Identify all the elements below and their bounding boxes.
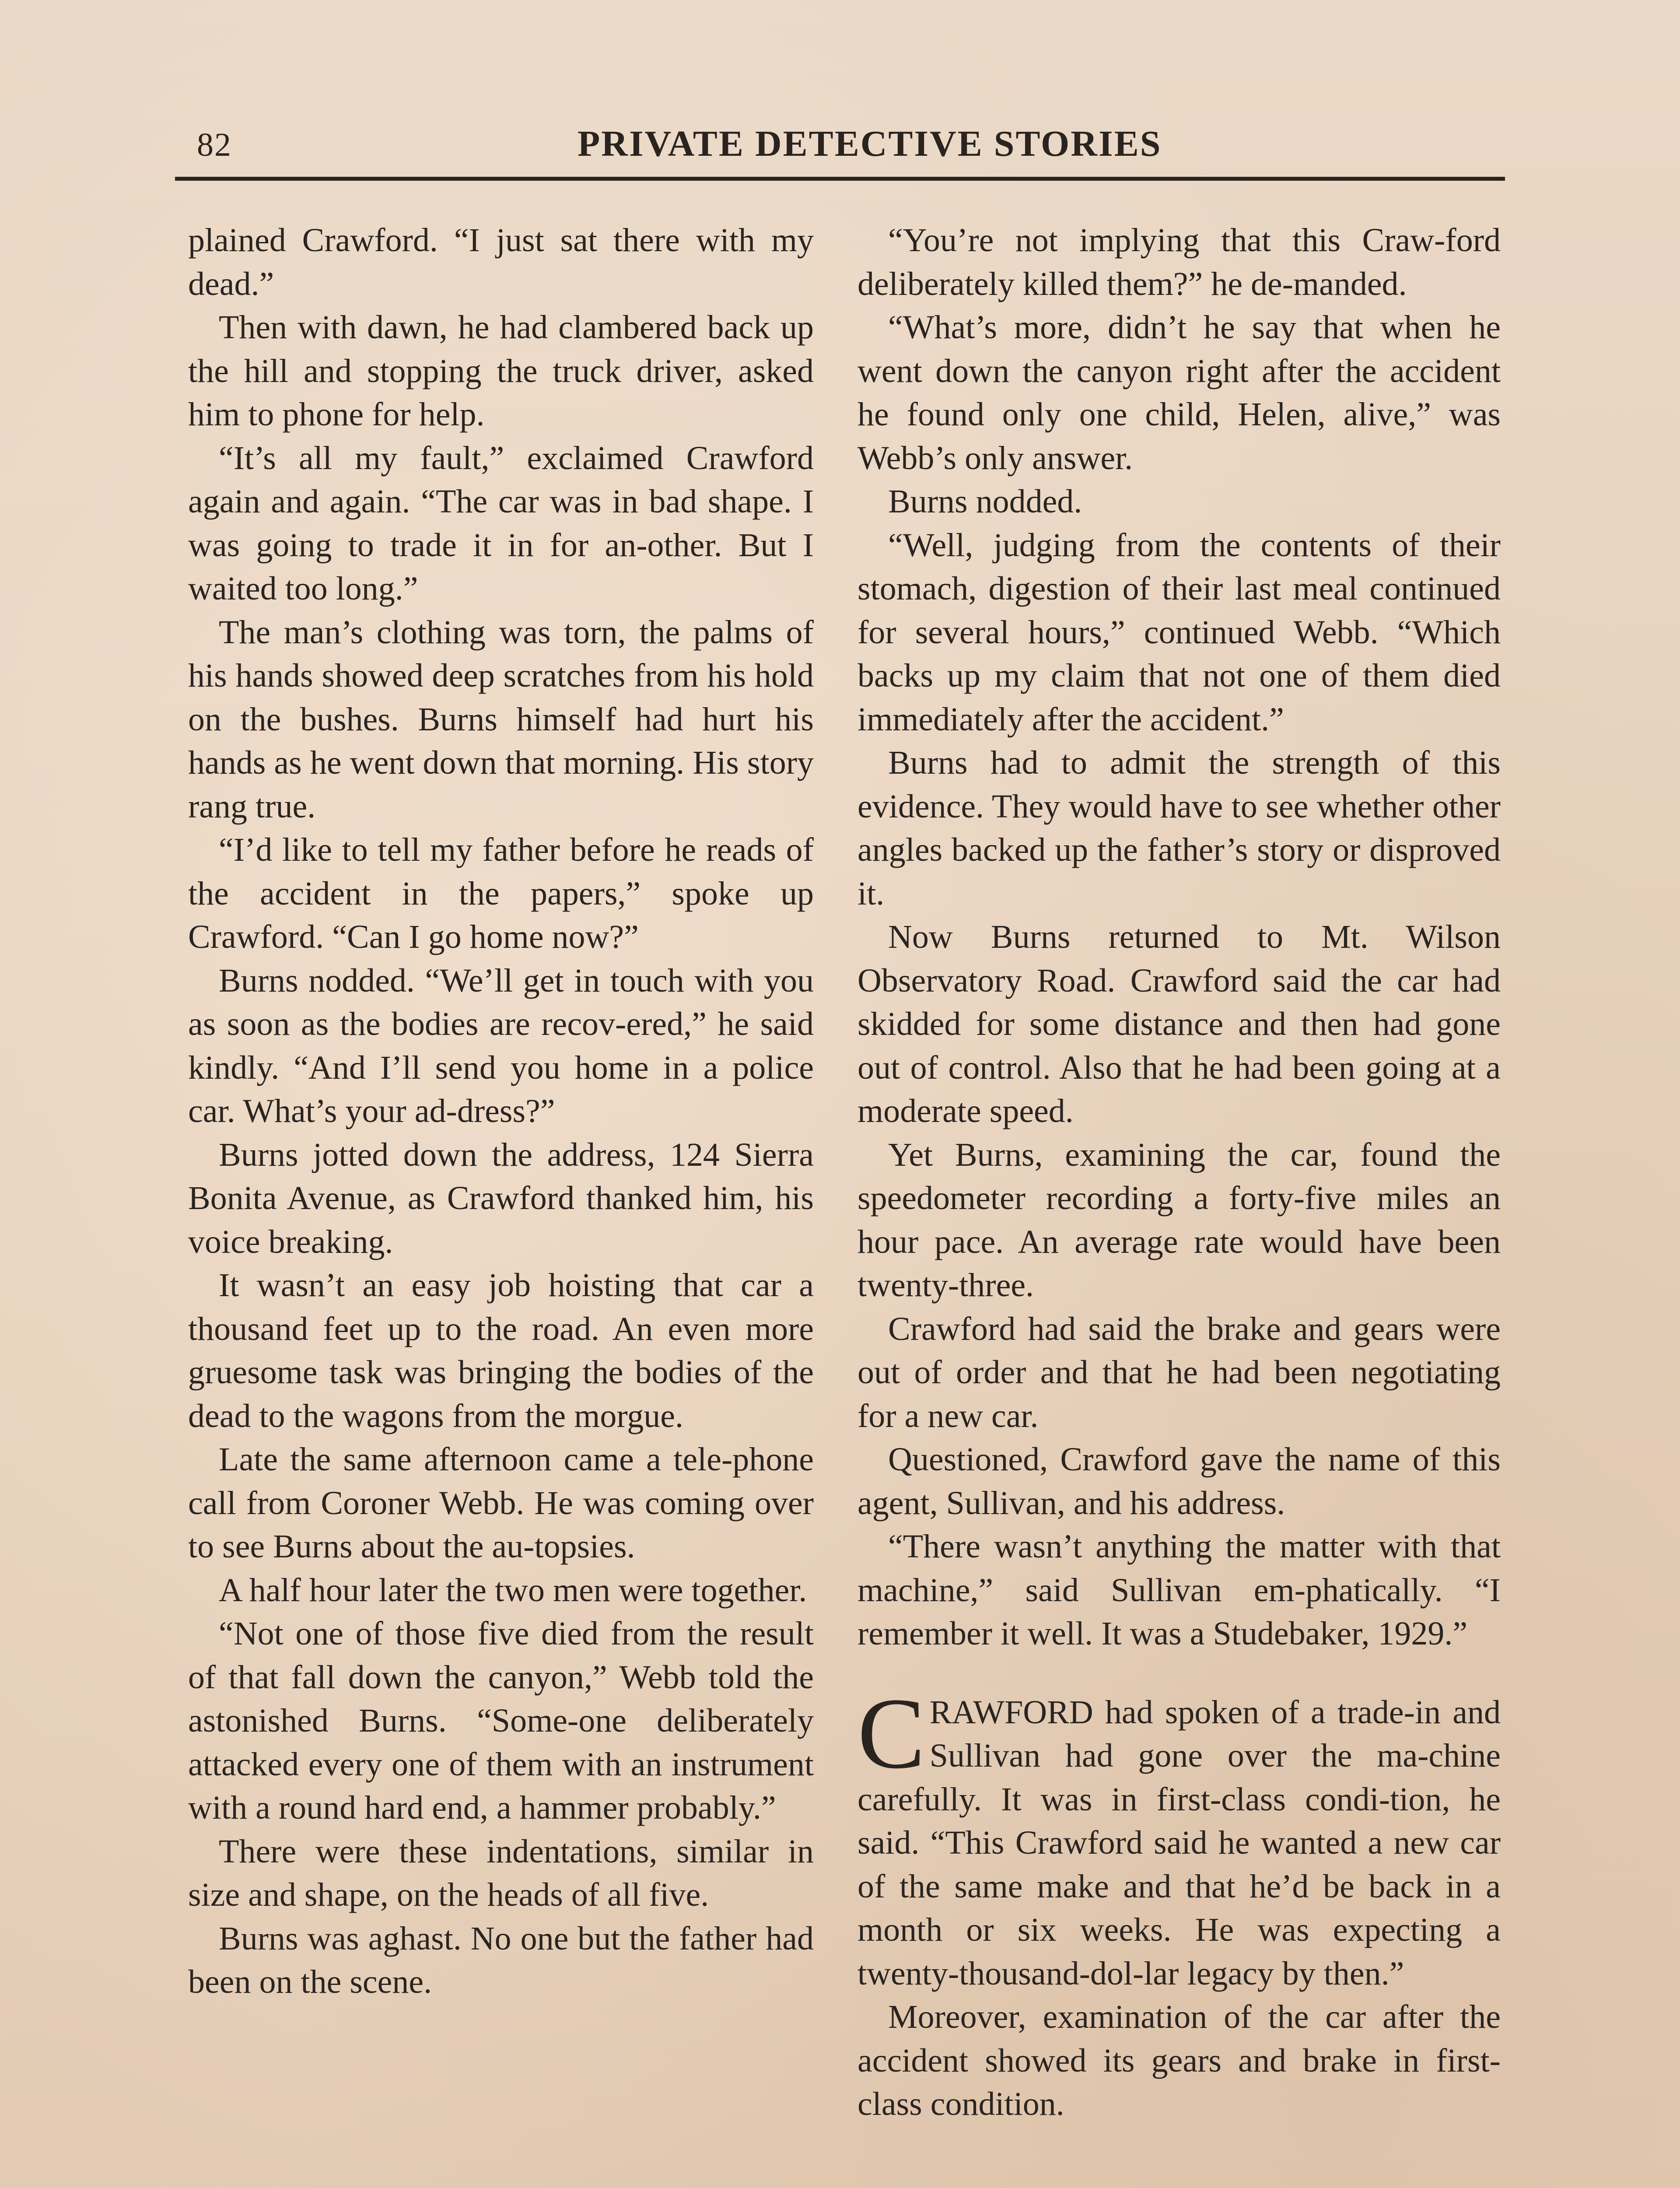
paragraph: Burns was aghast. No one but the father had been on the scene. — [188, 1920, 814, 2000]
paragraph: “Well, judging from the contents of their stomach, digestion of their last meal continued for several hours,” continued Webb. “Which backs up my claim that not one of them died immediately after the accident.” — [858, 526, 1501, 738]
header-rule — [175, 177, 1505, 181]
left-column — [188, 219, 814, 2004]
paragraph: Burns jotted down the address, 124 Sierra Bonita Avenue, as Crawford thanked him, his voice breaking. — [188, 1136, 814, 1260]
paragraph: A half hour later the two men were together. — [219, 1571, 807, 1609]
paragraph: Late the same afternoon came a tele-phone call from Coroner Webb. He was coming over to see Burns about the au-topsies. — [188, 1441, 814, 1565]
paragraph: There were these indentations, similar in size and shape, on the heads of all five. — [188, 1833, 814, 1913]
page-header — [175, 118, 1505, 166]
paragraph: Yet Burns, examining the car, found the speedometer recording a forty-five miles an hour pace. An average rate would have been twenty-three. — [858, 1136, 1501, 1304]
paragraph-text: RAWFORD had spoken of a trade-in and Sullivan had gone over the ma-chine carefully. It was in first-class condi-tion, he said. “This Crawford said he wanted a new car of the same make and that he’d be back in a month or six weeks. He was expecting a twenty-thousand-dol-lar legacy by then.” — [858, 1694, 1501, 1992]
paragraph: Burns had to admit the strength of this evidence. They would have to see whether other angles backed up the father’s story or disproved it. — [858, 744, 1501, 912]
paragraph: “What’s more, didn’t he say that when he went down the canyon right after the accident he found only one child, Helen, alive,” was Webb’s only answer. — [858, 309, 1501, 477]
paragraph: “Not one of those five died from the result of that fall down the canyon,” Webb told the astonished Burns. “Some-one deliberately attacked every one of them with an instrument with a round hard end, a hammer probably.” — [188, 1615, 814, 1826]
right-column — [858, 219, 1501, 2126]
paragraph: Now Burns returned to Mt. Wilson Observatory Road. Crawford said the car had skidded for some distance and then had gone out of control. Also that he had been going at a moderate speed. — [858, 919, 1501, 1129]
paragraph: The man’s clothing was torn, the palms of his hands showed deep scratches from his hold on the bushes. Burns himself had hurt his hands as he went down that morning. His story rang true. — [188, 614, 814, 825]
paragraph: Burns nodded. “We’ll get in touch with you as soon as the bodies are recov-ered,” he said kindly. “And I’ll send you home in a police car. What’s your ad-dress?” — [188, 962, 814, 1129]
paragraph: “I’d like to tell my father before he reads of the accident in the papers,” spoke up Crawford. “Can I go home now?” — [188, 831, 814, 955]
paragraph: “You’re not implying that this Craw-ford deliberately killed them?” he de-manded. — [858, 222, 1501, 302]
paragraph: Questioned, Crawford gave the name of this agent, Sullivan, and his address. — [858, 1441, 1501, 1522]
paragraph: It wasn’t an easy job hoisting that car a thousand feet up to the road. An even more gruesome task was bringing the bodies of the dead to the wagons from the morgue. — [188, 1267, 814, 1434]
paragraph: Moreover, examination of the car after the accident showed its gears and brake in first-class condition. — [858, 1999, 1501, 2122]
page-number: 82 — [197, 126, 232, 163]
paragraph: “There wasn’t anything the matter with that machine,” said Sullivan em-phatically. “I remember it well. It was a Studebaker, 1929.” — [858, 1528, 1501, 1652]
running-head: PRIVATE DETECTIVE STORIES — [578, 123, 1162, 164]
drop-cap: C — [858, 1677, 925, 1790]
paragraph: “It’s all my fault,” exclaimed Crawford again and again. “The car was in bad shape. I was going to trade it in for an-other. But I waited too long.” — [188, 439, 814, 607]
section-break-paragraph — [858, 1677, 1501, 1996]
paragraph: plained Crawford. “I just sat there with my dead.” — [188, 222, 814, 302]
paragraph: Crawford had said the brake and gears were out of order and that he had been negotiating for a new car. — [858, 1310, 1501, 1434]
paragraph: Burns nodded. — [888, 483, 1082, 520]
paragraph: Then with dawn, he had clambered back up the hill and stopping the truck driver, asked him to phone for help. — [188, 309, 814, 433]
